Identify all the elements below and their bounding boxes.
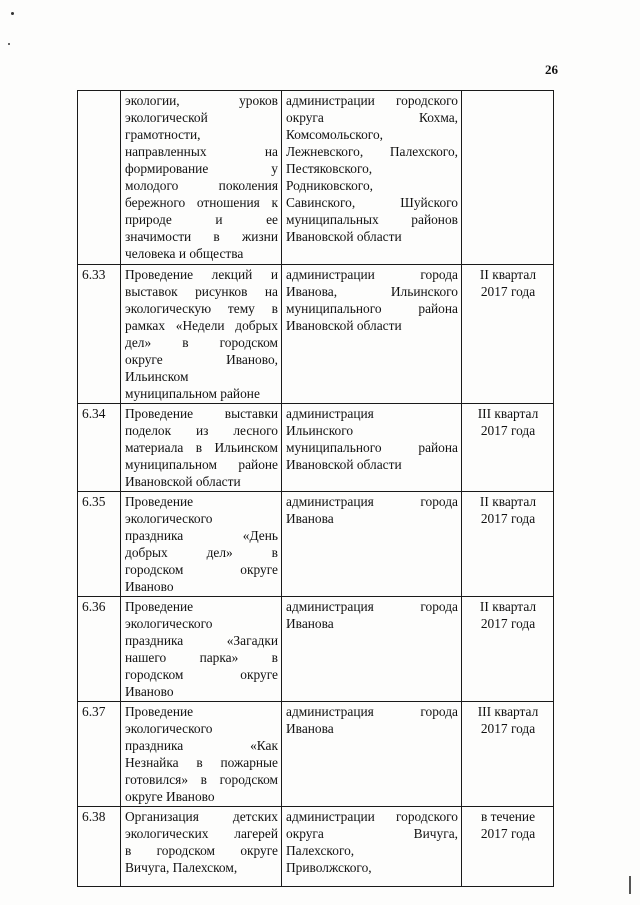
- scan-speck: [8, 43, 10, 45]
- event-cell-line: городском округе: [125, 667, 278, 682]
- event-cell-line: праздника «Загадки: [125, 633, 278, 648]
- term-cell-line: II квартал: [479, 599, 537, 614]
- executors-cell-line: муниципальных районов: [286, 212, 458, 227]
- event-cell-line: городском округе: [125, 562, 278, 577]
- event-cell-line: экологии, уроков: [125, 93, 278, 108]
- event-cell: [121, 265, 282, 404]
- scan-edge-mark: [629, 876, 631, 894]
- term-cell-line: 2017 года: [480, 423, 536, 438]
- term-cell: [462, 404, 554, 492]
- event-cell-line: экологического: [125, 721, 213, 736]
- term-cell: [462, 597, 554, 702]
- event-cell-line: Иваново: [125, 684, 174, 699]
- num-cell: 6.36: [78, 597, 121, 702]
- executors-cell-line: Ивановской области: [286, 457, 402, 472]
- event-cell-line: округе Иваново,: [125, 352, 278, 367]
- event-cell-line: направленных на: [125, 144, 278, 159]
- event-cell-line: Иваново: [125, 579, 174, 594]
- executors-cell-line: Ильинского: [286, 423, 354, 438]
- executors-cell-line: Комсомольского,: [286, 127, 384, 142]
- table-row: [78, 492, 554, 597]
- term-cell-line: 2017 года: [480, 284, 536, 299]
- event-cell-line: дел» в городском: [125, 335, 278, 350]
- term-cell: [462, 265, 554, 404]
- event-cell-line: округе Иваново: [125, 789, 215, 804]
- event-cell-line: Проведение лекций и: [125, 267, 278, 282]
- term-cell-line: 2017 года: [480, 511, 536, 526]
- table-row: [78, 265, 554, 404]
- executors-cell: [282, 404, 462, 492]
- event-cell-line: Проведение: [125, 599, 194, 614]
- num-cell: [78, 91, 121, 265]
- executors-cell-line: муниципального района: [286, 301, 458, 316]
- page-number: 26: [545, 62, 558, 77]
- event-cell-line: Организация детских: [125, 809, 278, 824]
- executors-cell-line: Приволжского,: [286, 860, 372, 875]
- event-cell-line: человека и общества: [125, 246, 244, 261]
- event-cell-line: экологической: [125, 110, 208, 125]
- event-cell-line: праздника «День: [125, 528, 278, 543]
- term-cell-line: в течение: [480, 809, 536, 824]
- event-cell-line: праздника «Как: [125, 738, 278, 753]
- executors-cell: [282, 597, 462, 702]
- event-cell-line: грамотности,: [125, 127, 201, 142]
- executors-cell-line: Иванова: [286, 616, 334, 631]
- event-cell-line: Проведение выставки: [125, 406, 278, 421]
- event-cell-line: Ильинском: [125, 369, 189, 384]
- table-row: [78, 702, 554, 807]
- executors-cell-line: Савинского, Шуйского: [286, 195, 458, 210]
- executors-cell-line: администрации городского: [286, 93, 458, 108]
- executors-cell-line: администрация города: [286, 599, 458, 614]
- event-cell-line: нашего парка» в: [125, 650, 278, 665]
- executors-cell: [282, 265, 462, 404]
- executors-cell-line: Лежневского, Палехского,: [286, 144, 458, 159]
- term-cell: [462, 91, 554, 265]
- event-cell-line: муниципальном районе: [125, 457, 278, 472]
- event-cell-line: добрых дел» в: [125, 545, 278, 560]
- executors-cell-line: Иванова: [286, 511, 334, 526]
- event-cell: [121, 807, 282, 887]
- event-cell-line: Проведение: [125, 494, 194, 509]
- executors-cell-line: администрация города: [286, 704, 458, 719]
- executors-cell-line: администрации города: [286, 267, 458, 282]
- executors-cell-line: администрация города: [286, 494, 458, 509]
- events-table-body: [78, 91, 554, 887]
- num-cell: 6.33: [78, 265, 121, 404]
- term-cell-line: III квартал: [477, 704, 539, 719]
- executors-cell-line: округа Кохма,: [286, 110, 458, 125]
- executors-cell-line: муниципального района: [286, 440, 458, 455]
- term-cell-line: 2017 года: [480, 721, 536, 736]
- num-cell: 6.38: [78, 807, 121, 887]
- event-cell-line: рамках «Недели добрых: [125, 318, 278, 333]
- event-cell-line: Ивановской области: [125, 474, 241, 489]
- num-cell: 6.34: [78, 404, 121, 492]
- term-cell-line: II квартал: [479, 494, 537, 509]
- event-cell: [121, 702, 282, 807]
- term-cell: [462, 492, 554, 597]
- event-cell: [121, 91, 282, 265]
- event-cell-line: Проведение: [125, 704, 194, 719]
- event-cell: [121, 597, 282, 702]
- event-cell-line: экологического: [125, 511, 213, 526]
- executors-cell-line: администрация: [286, 406, 374, 421]
- event-cell-line: в городском округе: [125, 843, 278, 858]
- executors-cell-line: Ивановской области: [286, 318, 402, 333]
- executors-cell: [282, 807, 462, 887]
- executors-cell-line: администрации городского: [286, 809, 458, 824]
- term-cell-line: II квартал: [479, 267, 537, 282]
- term-cell-line: III квартал: [477, 406, 539, 421]
- executors-cell-line: Ивановской области: [286, 229, 402, 244]
- executors-cell: [282, 492, 462, 597]
- scan-speck: [11, 12, 14, 15]
- table-row: [78, 91, 554, 265]
- executors-cell-line: Родниковского,: [286, 178, 373, 193]
- table-row: [78, 404, 554, 492]
- event-cell-line: выставок рисунков на: [125, 284, 278, 299]
- executors-cell-line: Палехского,: [286, 843, 355, 858]
- events-table: [77, 90, 554, 887]
- term-cell: [462, 807, 554, 887]
- executors-cell-line: Иванова: [286, 721, 334, 736]
- executors-cell-line: Пестяковского,: [286, 161, 373, 176]
- term-cell-line: 2017 года: [480, 826, 536, 841]
- event-cell-line: Вичуга, Палехском,: [125, 860, 238, 875]
- table-row: [78, 807, 554, 887]
- event-cell-line: экологического: [125, 616, 213, 631]
- term-cell: [462, 702, 554, 807]
- executors-cell: [282, 702, 462, 807]
- event-cell: [121, 404, 282, 492]
- event-cell-line: значимости в жизни: [125, 229, 278, 244]
- event-cell-line: природе и ее: [125, 212, 278, 227]
- event-cell-line: поделок из лесного: [125, 423, 278, 438]
- num-cell: 6.37: [78, 702, 121, 807]
- executors-cell: [282, 91, 462, 265]
- event-cell-line: формирование у: [125, 161, 278, 176]
- event-cell-line: муниципальном районе: [125, 386, 260, 401]
- event-cell-line: молодого поколения: [125, 178, 278, 193]
- event-cell: [121, 492, 282, 597]
- num-cell: 6.35: [78, 492, 121, 597]
- term-cell-line: 2017 года: [480, 616, 536, 631]
- executors-cell-line: округа Вичуга,: [286, 826, 458, 841]
- event-cell-line: экологических лагерей: [125, 826, 278, 841]
- event-cell-line: готовился» в городском: [125, 772, 278, 787]
- event-cell-line: экологическую тему в: [125, 301, 278, 316]
- table-row: [78, 597, 554, 702]
- event-cell-line: материала в Ильинском: [125, 440, 278, 455]
- executors-cell-line: Иванова, Ильинского: [286, 284, 458, 299]
- event-cell-line: бережного отношения к: [125, 195, 278, 210]
- event-cell-line: Незнайка в пожарные: [125, 755, 278, 770]
